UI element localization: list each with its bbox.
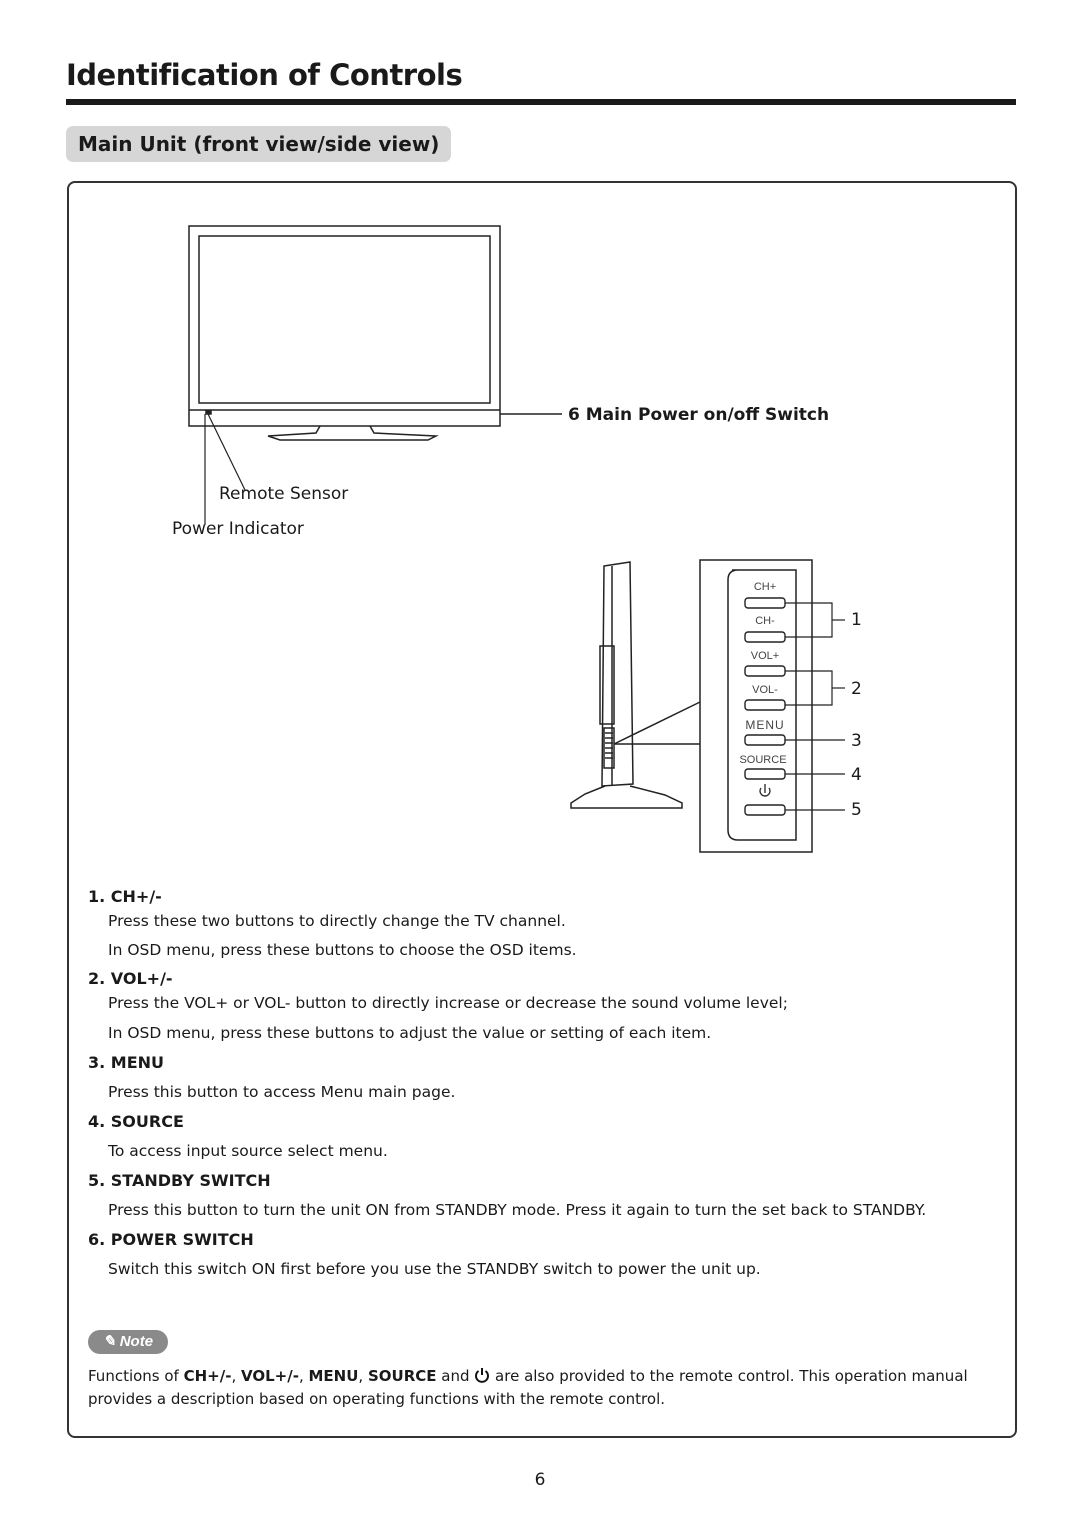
note-badge xyxy=(88,1330,168,1354)
note-sep: , xyxy=(231,1367,242,1385)
source-label: SOURCE xyxy=(739,754,787,766)
standby-key xyxy=(745,805,785,815)
note-sep: , xyxy=(358,1367,368,1385)
note-text xyxy=(88,1365,1003,1411)
item-heading-menu: 3. MENU xyxy=(88,1053,165,1072)
pencil-icon: ✎ xyxy=(102,1333,116,1350)
callout-number-3: 3 xyxy=(851,731,862,751)
note-suffix: are also provided to the remote control. This operation manual provides a description based on operating functions with the remote control. xyxy=(88,1367,968,1408)
power-icon xyxy=(474,1367,490,1383)
menu-label: MENU xyxy=(745,718,785,732)
section-heading: Main Unit (front view/side view) xyxy=(66,126,451,162)
vol-plus-key xyxy=(745,666,785,676)
ch-minus-key xyxy=(745,632,785,642)
ch-minus-label: CH- xyxy=(755,615,775,627)
callout-number-2: 2 xyxy=(851,679,862,699)
item-heading-ch: 1. CH+/- xyxy=(88,887,162,906)
item-text: Press this button to access Menu main page. xyxy=(108,1083,456,1101)
item-heading-vol: 2. VOL+/- xyxy=(88,969,173,988)
callout-number-1: 1 xyxy=(851,610,862,630)
power-indicator-led xyxy=(206,411,211,414)
tv-front-view xyxy=(189,226,562,440)
item-text: Press this button to turn the unit ON from STANDBY mode. Press it again to turn the set back to STANDBY. xyxy=(108,1201,927,1219)
note-sep: , xyxy=(298,1367,309,1385)
tv-side-view xyxy=(571,562,700,808)
item-text: In OSD menu, press these buttons to adjust the value or setting of each item. xyxy=(108,1024,712,1042)
item-heading-standby: 5. STANDBY SWITCH xyxy=(88,1171,271,1190)
item-text: To access input source select menu. xyxy=(108,1142,388,1160)
note-prefix: Functions of xyxy=(88,1367,184,1385)
page-number: 6 xyxy=(534,1470,546,1490)
menu-key xyxy=(745,735,785,745)
power-switch-callout: 6 Main Power on/off Switch xyxy=(568,405,830,425)
power-indicator-label: Power Indicator xyxy=(172,519,304,539)
note-key-ch: CH+/- xyxy=(183,1367,232,1385)
ch-plus-key xyxy=(745,598,785,608)
note-key-source: SOURCE xyxy=(367,1367,437,1385)
remote-sensor-label: Remote Sensor xyxy=(219,484,349,504)
note-and: and xyxy=(436,1367,475,1385)
vol-plus-label: VOL+ xyxy=(750,650,780,662)
item-text: Press the VOL+ or VOL- button to directly increase or decrease the sound volume level; xyxy=(108,994,788,1012)
front-leader-lines xyxy=(205,414,245,525)
source-key xyxy=(745,769,785,779)
item-text: Press these two buttons to directly change the TV channel. xyxy=(108,912,566,930)
callout-number-5: 5 xyxy=(851,800,862,820)
ch-plus-label: CH+ xyxy=(753,581,777,593)
item-text: Switch this switch ON first before you use the STANDBY switch to power the unit up. xyxy=(108,1260,761,1278)
note-key-vol: VOL+/- xyxy=(241,1367,299,1385)
vol-minus-label: VOL- xyxy=(752,684,778,696)
vol-minus-key xyxy=(745,700,785,710)
note-badge-label: Note xyxy=(119,1333,154,1350)
note-key-menu: MENU xyxy=(308,1367,359,1385)
item-text: In OSD menu, press these buttons to choose the OSD items. xyxy=(108,941,577,959)
item-heading-power: 6. POWER SWITCH xyxy=(88,1230,254,1249)
item-heading-source: 4. SOURCE xyxy=(88,1112,184,1131)
callout-number-4: 4 xyxy=(851,765,862,785)
page-title: Identification of Controls xyxy=(66,58,463,92)
